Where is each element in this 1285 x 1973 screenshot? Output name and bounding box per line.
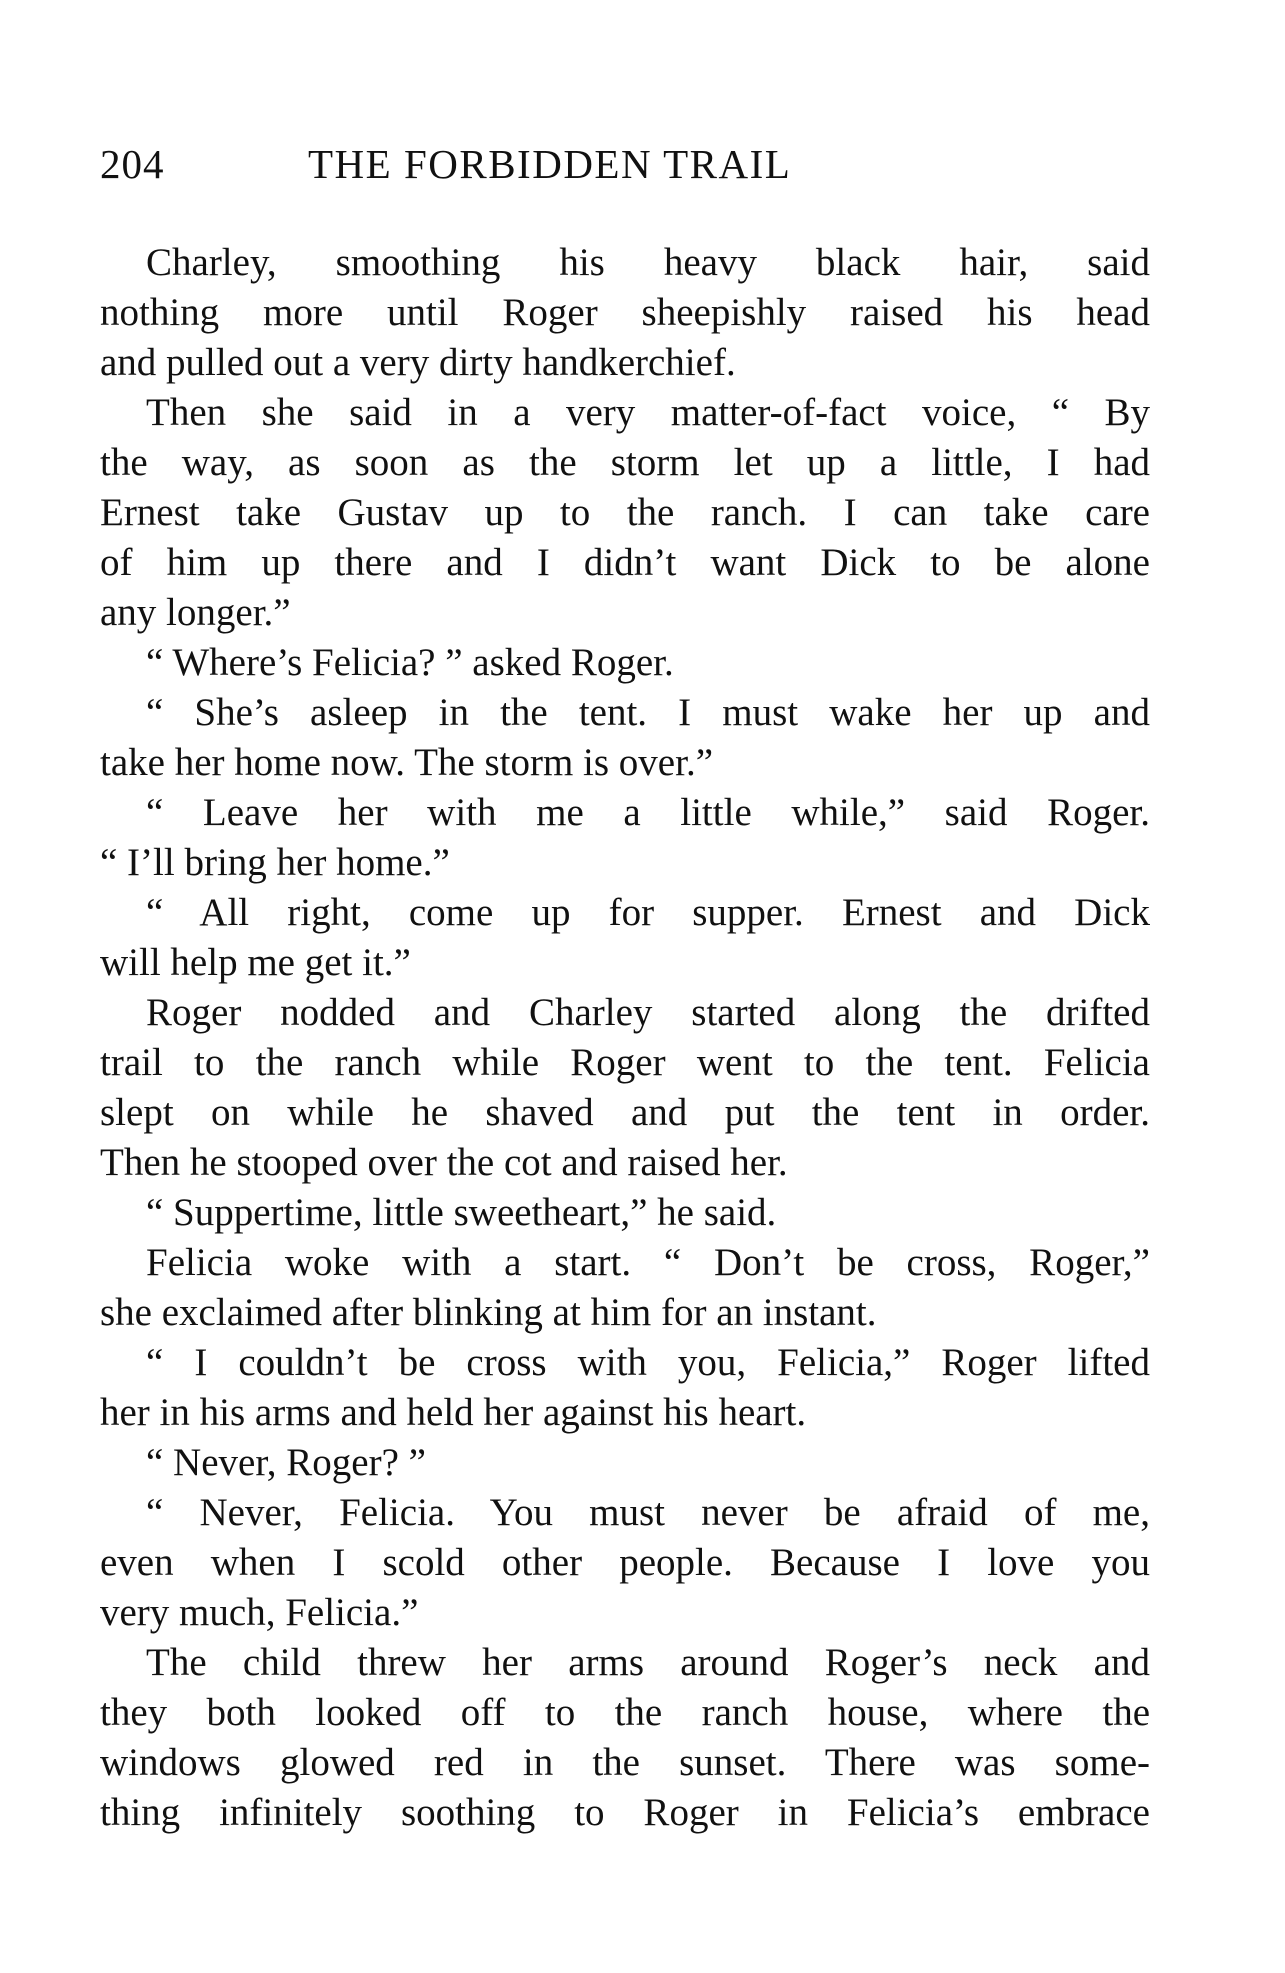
text-line: “ All right, come up for supper. Ernest and Dick <box>146 891 1150 934</box>
text-line: the way, as soon as the storm let up a little, I had <box>100 441 1150 484</box>
text-line: Roger nodded and Charley started along the drifted <box>146 991 1150 1034</box>
text-line: Then he stooped over the cot and raised her. <box>100 1141 788 1184</box>
text-line: windows glowed red in the sunset. There was some- <box>100 1741 1150 1784</box>
text-line: thing infinitely soothing to Roger in Felicia’s embrace <box>100 1791 1150 1834</box>
running-title: THE FORBIDDEN TRAIL <box>308 141 792 187</box>
text-line: Charley, smoothing his heavy black hair, said <box>146 241 1150 284</box>
text-line: her in his arms and held her against his heart. <box>100 1391 807 1434</box>
text-line: The child threw her arms around Roger’s neck and <box>146 1641 1150 1684</box>
text-line: and pulled out a very dirty handkerchief. <box>100 341 736 384</box>
text-line: any longer.” <box>100 591 291 634</box>
page-number: 204 <box>100 141 165 187</box>
text-line: she exclaimed after blinking at him for an instant. <box>100 1291 877 1334</box>
text-line: they both looked off to the ranch house, where the <box>100 1691 1150 1734</box>
text-line: “ I’ll bring her home.” <box>100 841 450 884</box>
text-line: even when I scold other people. Because I love you <box>100 1541 1150 1584</box>
text-line: Ernest take Gustav up to the ranch. I can take care <box>100 491 1150 534</box>
text-line: trail to the ranch while Roger went to the tent. Felicia <box>100 1041 1150 1084</box>
text-line: “ I couldn’t be cross with you, Felicia,” Roger lifted <box>146 1341 1150 1384</box>
body-text <box>100 238 1150 1838</box>
text-line: slept on while he shaved and put the tent in order. <box>100 1091 1150 1134</box>
text-line: Then she said in a very matter-of-fact voice, “ By <box>146 391 1150 434</box>
text-line: “ She’s asleep in the tent. I must wake her up and <box>146 691 1150 734</box>
text-line: take her home now. The storm is over.” <box>100 741 714 784</box>
text-line: Felicia woke with a start. “ Don’t be cross, Roger,” <box>146 1241 1150 1284</box>
text-line: “ Never, Felicia. You must never be afraid of me, <box>146 1491 1150 1534</box>
text-line: “ Where’s Felicia? ” asked Roger. <box>146 641 674 684</box>
running-head <box>100 140 1160 190</box>
text-line: “ Leave her with me a little while,” said Roger. <box>146 791 1150 834</box>
text-line: very much, Felicia.” <box>100 1591 419 1634</box>
text-line: nothing more until Roger sheepishly raised his head <box>100 291 1150 334</box>
text-line: will help me get it.” <box>100 941 411 984</box>
text-line: of him up there and I didn’t want Dick to be alone <box>100 541 1150 584</box>
text-line: “ Suppertime, little sweetheart,” he said. <box>146 1191 777 1234</box>
text-line: “ Never, Roger? ” <box>146 1441 426 1484</box>
